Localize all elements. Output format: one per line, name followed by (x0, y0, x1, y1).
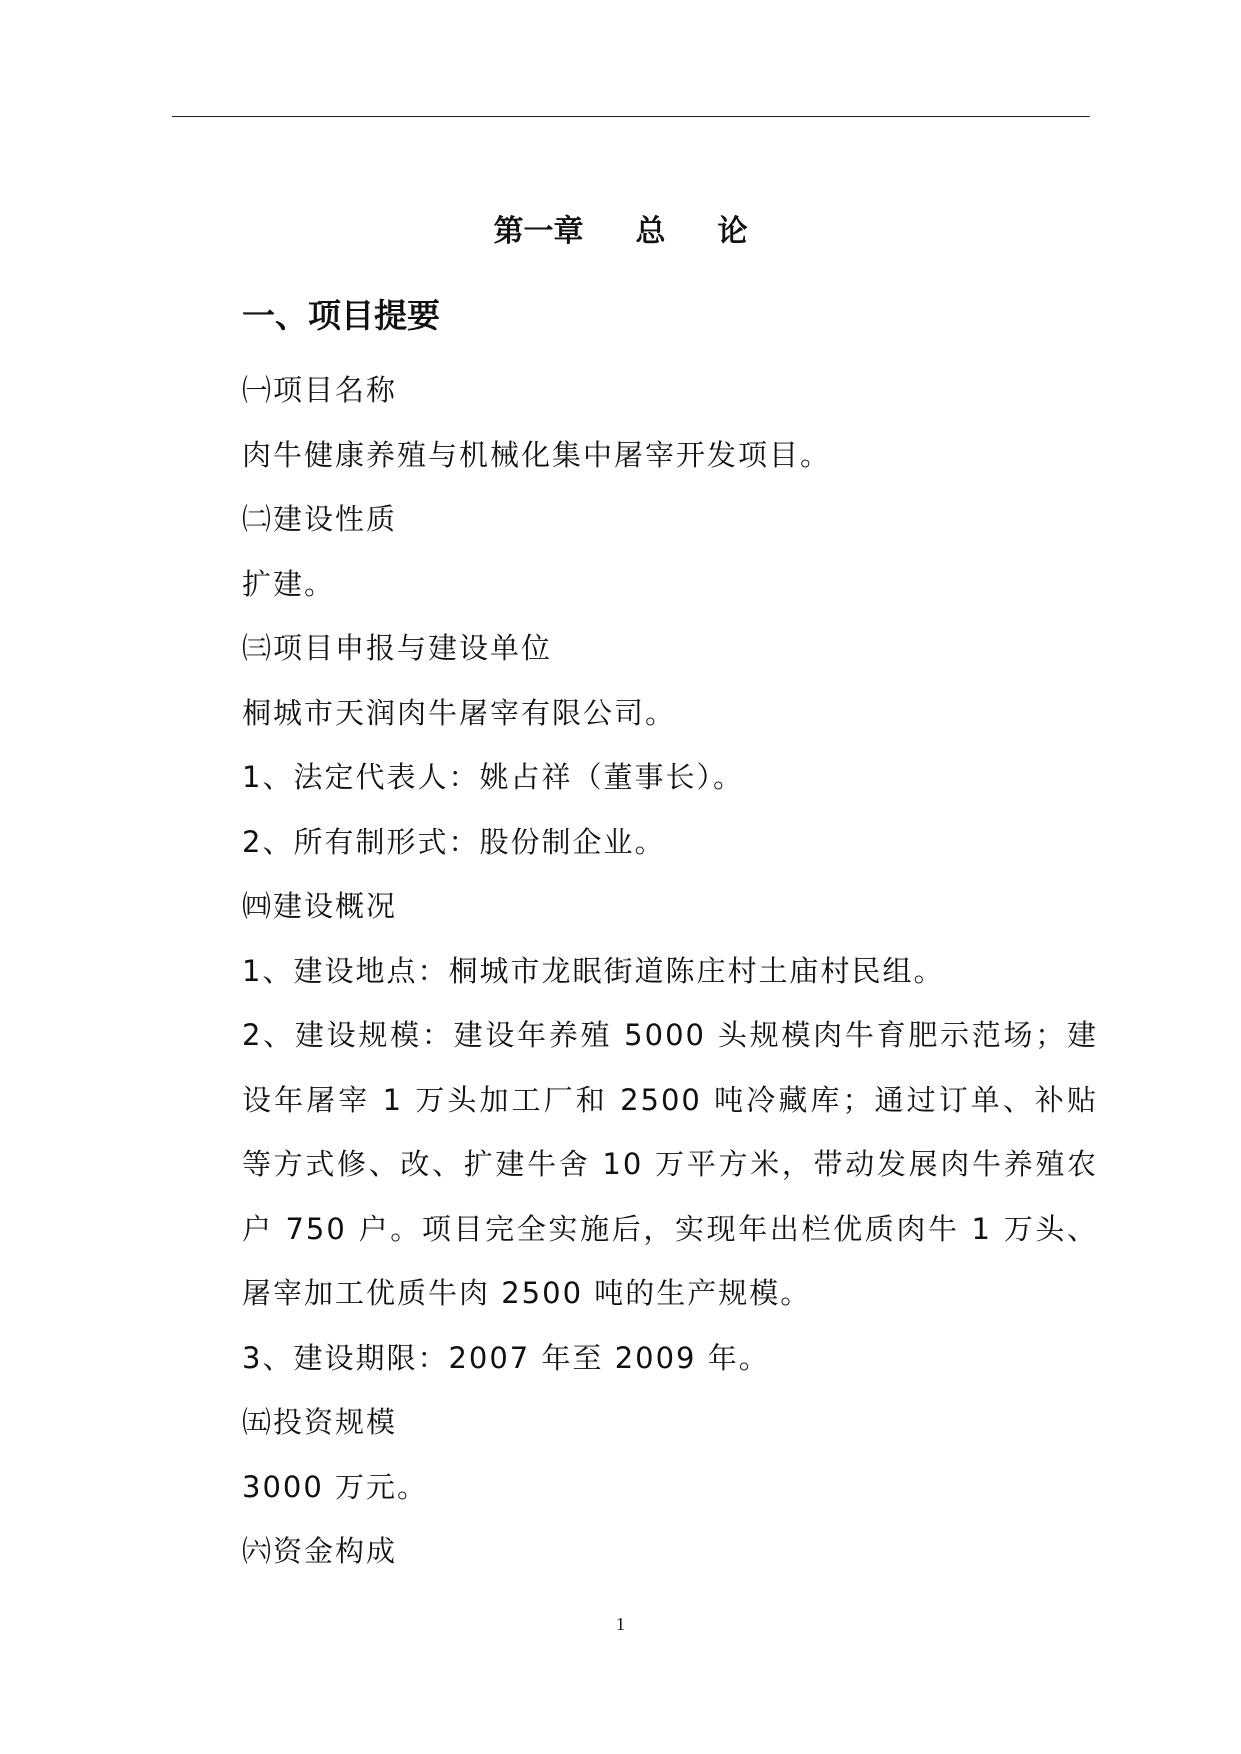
subheading-construction-overview: ㈣建设概况 (242, 889, 398, 923)
subheading-funding-structure: ㈥资金构成 (242, 1534, 398, 1568)
paragraph-ownership-form: 2、所有制形式：股份制企业。 (242, 824, 666, 859)
subheading-project-name: ㈠项目名称 (242, 373, 398, 407)
paragraph-company-name: 桐城市天润肉牛屠宰有限公司。 (242, 695, 677, 730)
subheading-construction-nature: ㈡建设性质 (242, 502, 398, 536)
subheading-applicant-unit: ㈢项目申报与建设单位 (242, 631, 553, 665)
paragraph-legal-representative: 1、法定代表人：姚占祥（董事长）。 (242, 760, 744, 794)
paragraph-construction-nature: 扩建。 (242, 566, 336, 601)
header-rule (172, 116, 1090, 117)
paragraph-construction-period: 3、建设期限：2007 年至 2009 年。 (242, 1340, 770, 1375)
section-heading: 一、项目提要 (242, 296, 440, 335)
chapter-title (0, 208, 1241, 256)
paragraph-investment-amount: 3000 万元。 (242, 1469, 429, 1504)
chapter-number: 第一章 (493, 214, 584, 249)
paragraph-construction-scale: 2、建设规模：建设年养殖 5000 头规模肉牛育肥示范场；建设年屠宰 1 万头加工厂和 2500 吨冷藏库；通过订单、补贴等方式修、改、扩建牛舍 10 万平方米，带动发展肉牛养殖农户 750 户。项目完全实施后，实现年出栏优质肉牛 1 万头、屠宰加工优质牛肉 2500 吨的生产规模。 (242, 1018, 1098, 1310)
paragraph-construction-site: 1、建设地点：桐城市龙眠街道陈庄村土庙村民组。 (242, 953, 945, 988)
chapter-title-char-1: 总 (635, 214, 666, 249)
page-number: 1 (616, 1614, 625, 1634)
chapter-title-char-2: 论 (717, 214, 748, 249)
subheading-investment-scale: ㈤投资规模 (242, 1405, 398, 1439)
paragraph-project-name: 肉牛健康养殖与机械化集中屠宰开发项目。 (242, 437, 832, 472)
document-body (178, 358, 1098, 1584)
